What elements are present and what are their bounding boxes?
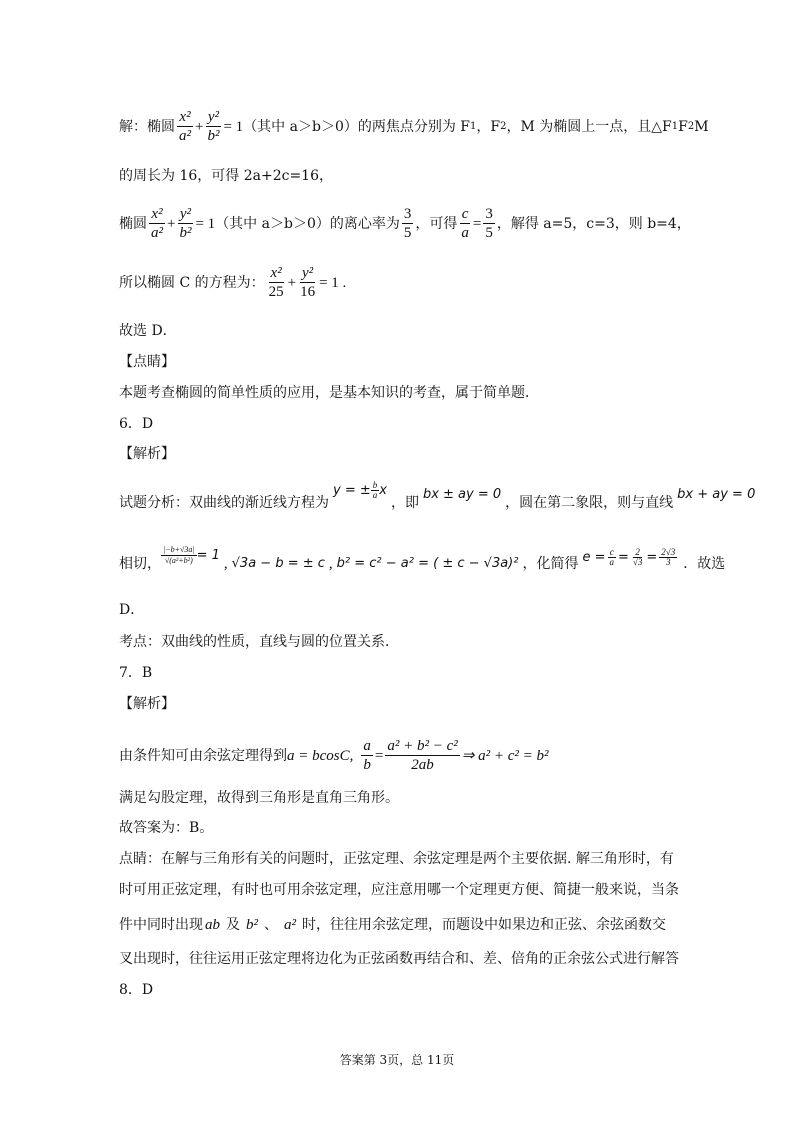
line-2: 的周长为 16，可得 2a+2c=16， xyxy=(119,168,333,184)
fraction-cosine: $\frac{\text{a² + b² − c²}}{2ab}$ xyxy=(387,738,458,773)
math-b2: b² xyxy=(246,917,258,933)
math-a2: a² xyxy=(284,917,296,933)
line-1: 解：椭圆 $\frac{\text{x²}}{\text{a²}}$ + $\frac{\text{y²}}{\text{b²}}$ = 1 （其中 a＞b＞0）的两焦点分别为 F 1 ，F 2 ，M 为椭圆上一点，且△F 1 F 2 M xyxy=(119,109,709,144)
line-6: 【点睛】 xyxy=(119,354,175,370)
fraction-y2-16: $\frac{\text{y²}}{16}$ xyxy=(300,265,316,300)
line-21: 件中同时出现 ab 及 b² 、 a² 时，往往用余弦定理，而题设中如果边和正弦、余弦函数交 xyxy=(119,917,666,933)
line-14: 7．B xyxy=(119,665,153,681)
line-22: 叉出现时，往往运用正弦定理将边化为正弦函数再结合和、差、倍角的正余弦公式进行解答 xyxy=(119,951,679,967)
text: 解：椭圆 xyxy=(119,118,175,135)
equation: b² = c² − a² = ( ± c − √3a)² xyxy=(336,555,519,571)
eccentricity-formula: e = $\frac{c}{a}$ = $\frac{2}{√3}$ = $\frac{2√3}{3}$ xyxy=(582,546,676,567)
line-13: 考点：双曲线的性质，直线与圆的位置关系． xyxy=(119,634,399,650)
text: （其中 a＞b＞0）的两焦点分别为 F xyxy=(243,118,471,135)
asymptote-formula: y = ± $\frac{b}{a}$ x xyxy=(333,480,387,500)
line-4: 所以椭圆 C 的方程为： $\frac{\text{x²}}{25}$ + $\frac{\text{y²}}{16}$ = 1 . xyxy=(119,265,347,300)
line-12: D． xyxy=(119,602,145,618)
line-15: 【解析】 xyxy=(119,696,175,712)
fraction-x2-a2: $\frac{\text{x²}}{\text{a²}}$ xyxy=(179,109,191,144)
page-footer: 答案第 3页，总 11页 xyxy=(339,1053,455,1067)
line-8: 6．D xyxy=(119,416,154,432)
line-17: 满足勾股定理，故得到三角形是直角三角形。 xyxy=(119,790,399,806)
equals-one: = 1 xyxy=(223,118,244,135)
line-10: 试题分析：双曲线的渐近线方程为 y = ± $\frac{b}{a}$ x ，即 bx ± ay = 0 ，圆在第二象限，则与直线 bx + ay = 0 xyxy=(119,480,756,511)
cosine-equation: a = bcosC xyxy=(287,747,350,764)
line-7: 本题考查椭圆的简单性质的应用，是基本知识的考查，属于简单题． xyxy=(119,385,539,401)
distance-formula: $\frac{|-b+√3a|}{\text{√(a²+b²)}}$ = 1 xyxy=(163,545,220,565)
line-23: 8．D xyxy=(119,982,154,998)
fraction-x2-25: $\frac{\text{x²}}{25}$ xyxy=(268,265,284,300)
fraction-x2-a2: $\frac{\text{x²}}{\text{a²}}$ xyxy=(151,206,163,241)
line-16: 由条件知可由余弦定理得到 a = bcosC , $\frac{a}{b}$ = $\frac{\text{a² + b² − c²}}{2ab}$ ⇒ a² + c² = b² xyxy=(119,738,549,773)
fraction-y2-b2: $\frac{\text{y²}}{\text{b²}}$ xyxy=(207,109,220,144)
equation: √3a − b = ± c xyxy=(231,555,325,571)
fraction-a-b: $\frac{a}{b}$ xyxy=(363,738,371,773)
line-19: 点睛：在解与三角形有关的问题时，正弦定理、余弦定理是两个主要依据. 解三角形时，有 xyxy=(119,851,674,867)
line-5: 故选 D． xyxy=(119,323,177,339)
line-20: 时可用正弦定理，有时也可用余弦定理，应注意用哪一个定理更方便、简捷一般来说，当条 xyxy=(119,882,679,898)
line-9: 【解析】 xyxy=(119,446,175,462)
line-11: 相切， $\frac{|-b+√3a|}{\text{√(a²+b²)}}$ = 1 , √3a − b = ± c , b² = c² − a² = ( ± c − √3a)² ，化简得 e = $\frac{c}{a}$ = $\frac{2}{√3}$ = $\frac{2√3}{3}$ ．故选 xyxy=(119,545,726,572)
fraction-3-5: $\frac{3}{5}$ xyxy=(403,206,412,241)
result-equation: ⇒ a² + c² = b² xyxy=(461,747,549,764)
fraction-c-a: $\frac{c}{a}$ xyxy=(461,206,469,241)
line-equation: bx ± ay = 0 xyxy=(422,487,502,502)
line-equation: bx + ay = 0 xyxy=(677,487,756,502)
fraction-3-5: $\frac{3}{5}$ xyxy=(485,206,493,241)
line-3: 椭圆 $\frac{\text{x²}}{\text{a²}}$ + $\frac{\text{y²}}{\text{b²}}$ = 1 （其中 a＞b＞0）的离心率为 $\frac{3}{5}$ ，可得 $\frac{c}{a}$ = $\frac{3}{5}$ ，解得 a=5，c=3，则 b=4， xyxy=(119,206,691,241)
math-ab: ab xyxy=(205,917,220,933)
line-18: 故答案为：B。 xyxy=(119,820,214,836)
fraction-y2-b2: $\frac{\text{y²}}{\text{b²}}$ xyxy=(179,206,192,241)
